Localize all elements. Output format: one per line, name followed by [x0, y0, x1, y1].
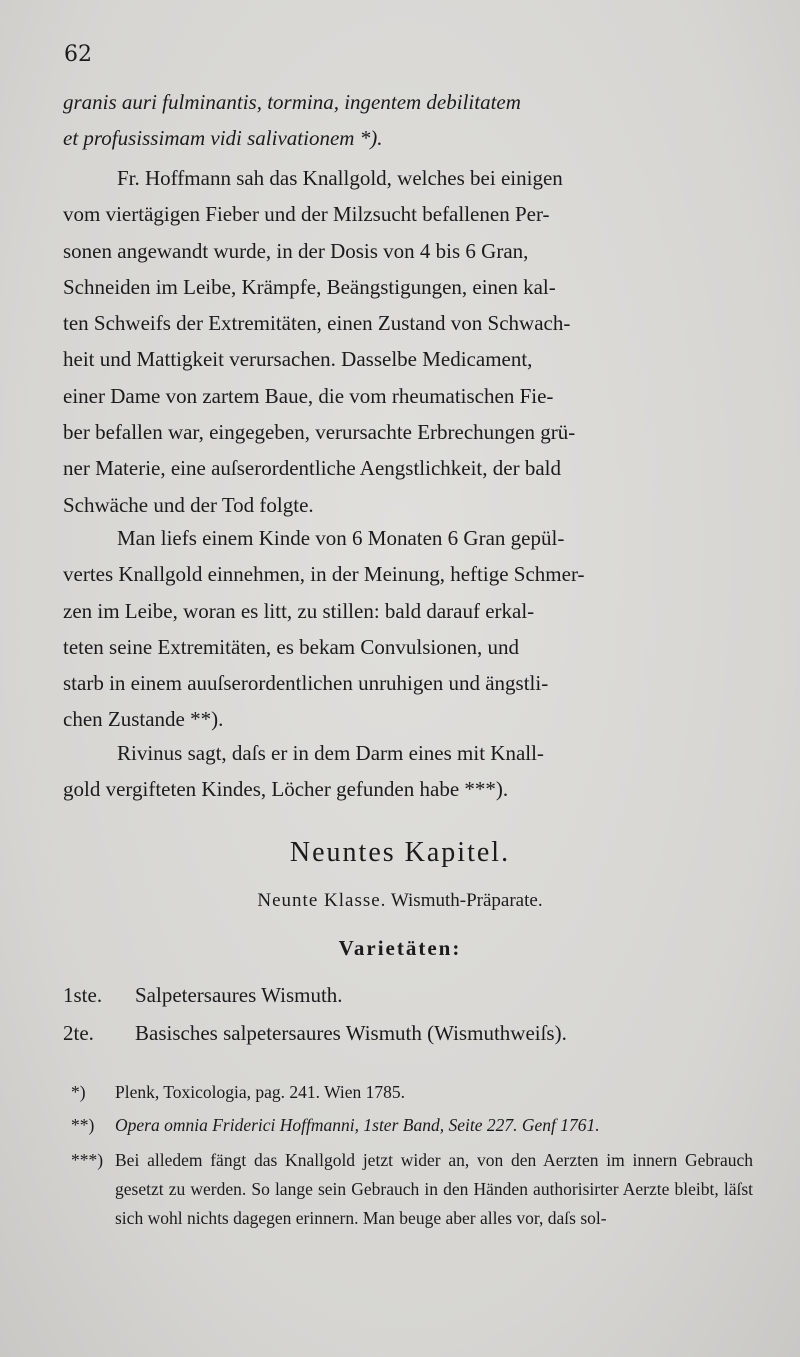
- text-line: teten seine Extremitäten, es bekam Convulsionen, und: [63, 634, 520, 659]
- text-line: et profusissimam vidi salivationem *).: [63, 126, 383, 151]
- class-line: [0, 890, 800, 912]
- text-line: Schneiden im Leibe, Krämpfe, Beängstigungen, einen kal-: [63, 274, 556, 299]
- footnote-text: Opera omnia Friderici Hoffmanni, 1ster Band, Seite 227. Genf 1761.: [115, 1115, 600, 1135]
- variety-number: 2te.: [63, 1021, 94, 1045]
- text-line: ber befallen war, eingegeben, verursachte Erbrechungen grü-: [63, 420, 576, 445]
- text-line: vom viertägigen Fieber und der Milzsucht befallenen Per-: [63, 202, 550, 227]
- text-line: starb in einem auuſserordentlichen unruhigen und ängstli-: [63, 671, 549, 696]
- variety-text: Salpetersaures Wismuth.: [135, 983, 343, 1007]
- text-line: Man liefs einem Kinde von 6 Monaten 6 Gran gepül-: [117, 526, 565, 550]
- text-line: chen Zustande **).: [63, 707, 224, 732]
- text-line: vertes Knallgold einnehmen, in der Meinung, heftige Schmer-: [63, 562, 585, 587]
- footnote-mark: **): [71, 1115, 95, 1135]
- footnote: [63, 1111, 753, 1140]
- footnotes: [63, 1078, 753, 1233]
- text-line: Fr. Hoffmann sah das Knallgold, welches bei einigen: [117, 166, 563, 190]
- variety-text: Basisches salpetersaures Wismuth (Wismuthweiſs).: [135, 1021, 567, 1045]
- page-number: 62: [64, 42, 92, 67]
- chapter-title: Neuntes Kapitel.: [289, 837, 511, 868]
- varieties-heading: Varietäten:: [338, 936, 462, 960]
- variety-item: [63, 983, 343, 1008]
- text-line: einer Dame von zartem Baue, die vom rheumatischen Fie-: [63, 383, 554, 408]
- footnote-mark: ***): [71, 1150, 104, 1170]
- text-line: Schwäche und der Tod folgte.: [63, 492, 314, 517]
- text-line: ner Materie, eine auſserordentliche Aengstlichkeit, der bald: [63, 456, 561, 481]
- footnote-mark: *): [71, 1082, 86, 1102]
- footnote-text: Bei alledem fängt das Knallgold jetzt wider an, von den Aerzten im innern Gebrauch gesetzt zu werden. So lange sein Gebrauch in den Händen authorisirter Aerzte bleibt, läſst sich wohl nichts dagegen erinnern. Man beuge aber alles vor, daſs sol-: [115, 1150, 753, 1228]
- footnote: [63, 1146, 753, 1233]
- text-line: Rivinus sagt, daſs er in dem Darm eines mit Knall-: [117, 741, 544, 765]
- class-label: Neunte Klasse.: [257, 890, 387, 911]
- text-line: heit und Mattigkeit verursachen. Dasselbe Medicament,: [63, 347, 533, 372]
- variety-item: [63, 1021, 567, 1046]
- text-line: granis auri fulminantis, tormina, ingentem debilitatem: [63, 90, 521, 114]
- text-line: ten Schweifs der Extremitäten, einen Zustand von Schwach-: [63, 311, 571, 336]
- latin-quote-paragraph: [63, 84, 753, 157]
- footnote-text: Plenk, Toxicologia, pag. 241. Wien 1785.: [115, 1082, 406, 1102]
- text-line: sonen angewandt wurde, in der Dosis von 4 bis 6 Gran,: [63, 238, 529, 263]
- text-line: gold vergifteten Kindes, Löcher gefunden habe ***).: [63, 777, 509, 802]
- variety-number: 1ste.: [63, 983, 103, 1007]
- footnote: [63, 1078, 753, 1107]
- rivinus-paragraph: [63, 735, 753, 808]
- child-paragraph: [63, 520, 753, 738]
- hoffmann-paragraph: [63, 160, 753, 523]
- class-text: Wismuth-Präparate.: [390, 890, 543, 911]
- text-line: zen im Leibe, woran es litt, zu stillen: bald darauf erkal-: [63, 598, 535, 623]
